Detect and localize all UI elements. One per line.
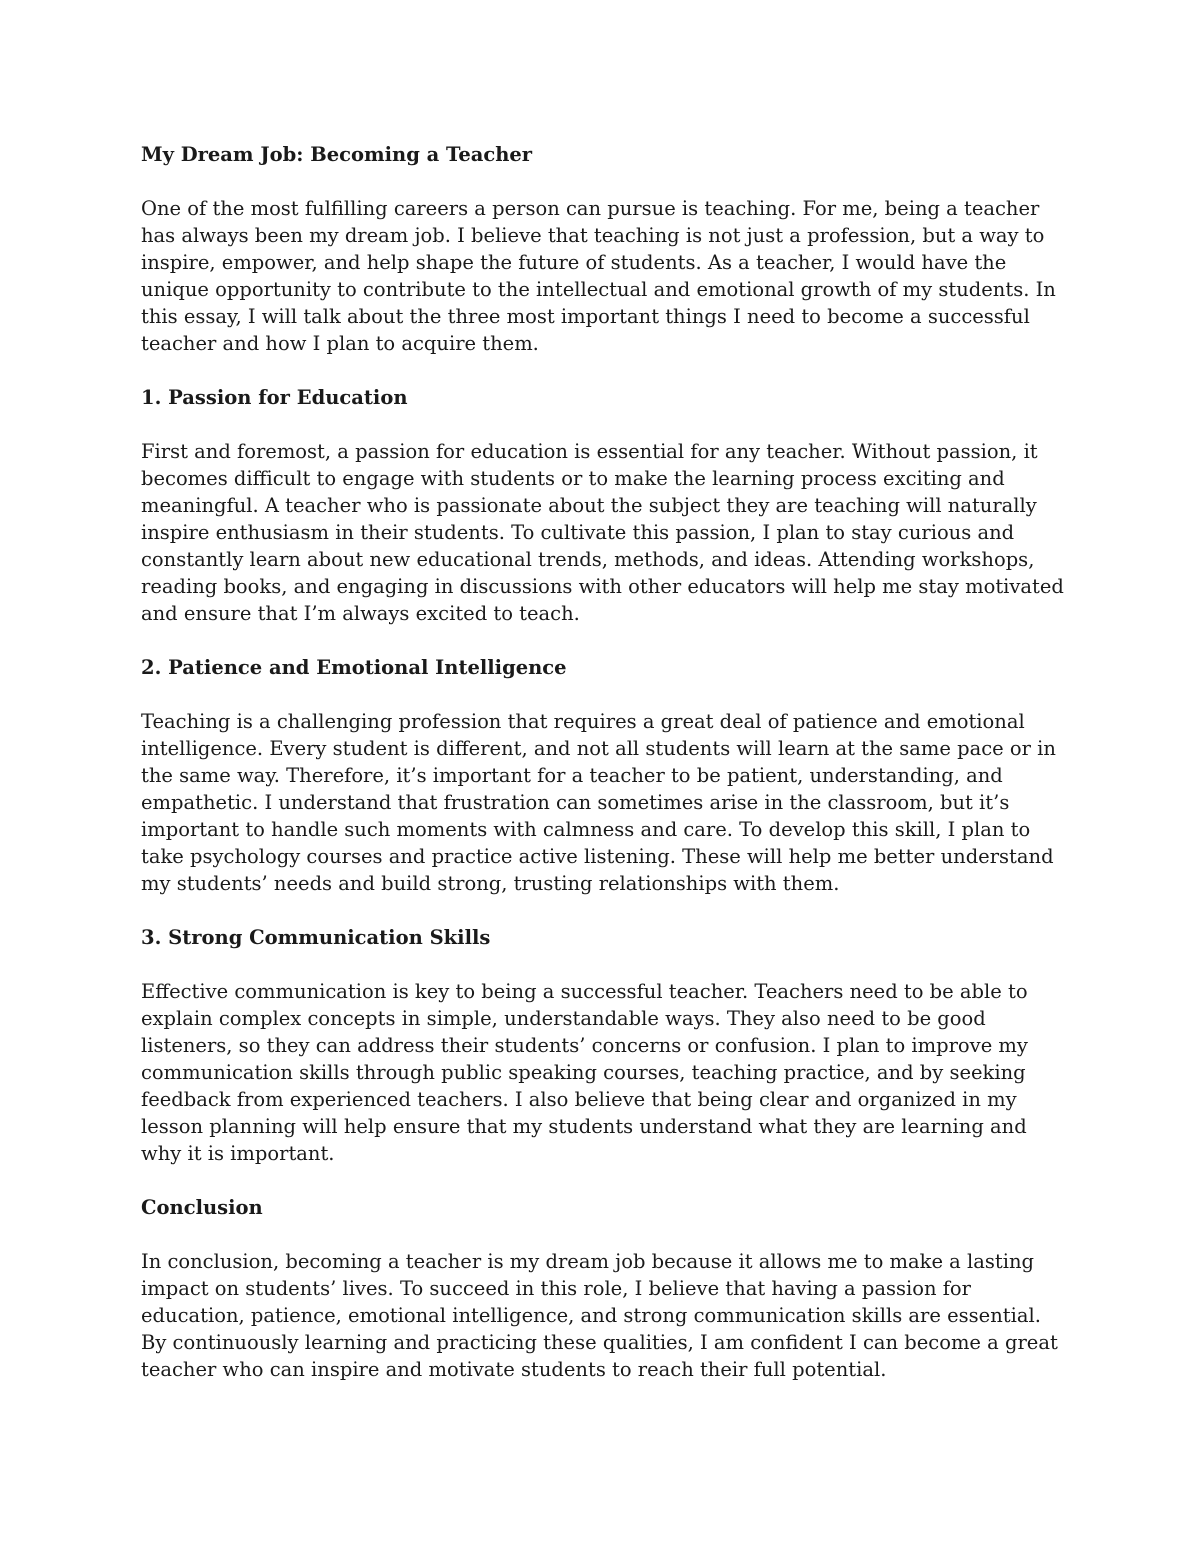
intro-paragraph: One of the most fulfilling careers a person can pursue is teaching. For me, being a teacher has always been my dream job. I believe that teaching is not just a profession, but a way to inspire, empower, and help shape the future of students. As a teacher, I would have the unique opportunity to contribute to the intellectual and emotional growth of my students. In this essay, I will talk about the three most important things I need to become a successful teacher and how I plan to acquire them.: [141, 197, 1056, 355]
section-heading-patience: 2. Patience and Emotional Intelligence: [141, 656, 567, 679]
document-page: [141, 141, 1066, 1383]
section-body-communication: Effective communication is key to being a successful teacher. Teachers need to be able to explain complex concepts in simple, understandable ways. They also need to be good listeners, so they can address their students’ concerns or confusion. I plan to improve my communication skills through public speaking courses, teaching practice, and by seeking feedback from experienced teachers. I also believe that being clear and organized in my lesson planning will help ensure that my students understand what they are learning and why it is important.: [141, 980, 1028, 1165]
section-body-patience: Teaching is a challenging profession that requires a great deal of patience and emotional intelligence. Every student is different, and not all students will learn at the same pace or in the same way. Therefore, it’s important for a teacher to be patient, understanding, and empathetic. I understand that frustration can sometimes arise in the classroom, but it’s important to handle such moments with calmness and care. To develop this skill, I plan to take psychology courses and practice active listening. These will help me better understand my students’ needs and build strong, trusting relationships with them.: [141, 710, 1056, 895]
essay-title: My Dream Job: Becoming a Teacher: [141, 143, 533, 166]
section-heading-communication: 3. Strong Communication Skills: [141, 926, 491, 949]
section-body-passion: First and foremost, a passion for education is essential for any teacher. Without passion, it becomes difficult to engage with students or to make the learning process exciting and meaningful. A teacher who is passionate about the subject they are teaching will naturally inspire enthusiasm in their students. To cultivate this passion, I plan to stay curious and constantly learn about new educational trends, methods, and ideas. Attending workshops, reading books, and engaging in discussions with other educators will help me stay motivated and ensure that I’m always excited to teach.: [141, 440, 1064, 625]
section-heading-passion: 1. Passion for Education: [141, 386, 408, 409]
section-heading-conclusion: Conclusion: [141, 1196, 263, 1219]
section-body-conclusion: In conclusion, becoming a teacher is my dream job because it allows me to make a lasting impact on students’ lives. To succeed in this role, I believe that having a passion for education, patience, emotional intelligence, and strong communication skills are essential. By continuously learning and practicing these qualities, I am confident I can become a great teacher who can inspire and motivate students to reach their full potential.: [141, 1250, 1058, 1381]
